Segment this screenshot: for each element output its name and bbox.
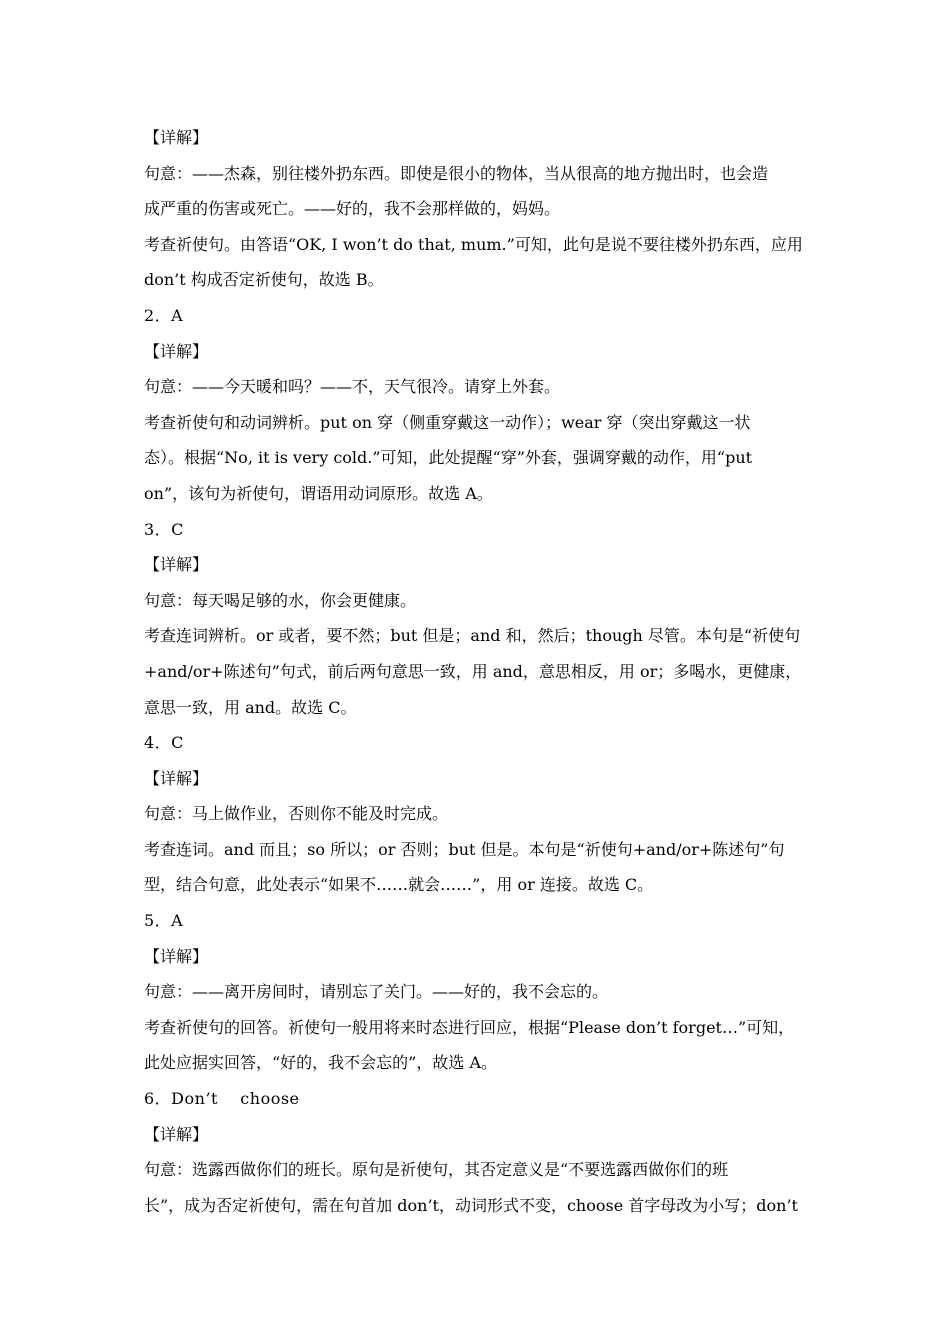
sentence-meaning-text: 句意：选露西做你们的班长。原句是祈使句，其否定意义是“不要选露西做你们的班 xyxy=(144,1160,729,1180)
detail-heading: 【详解】 xyxy=(144,946,209,966)
detail-heading: 【详解】 xyxy=(144,341,209,361)
explanation-text: 此处应据实回答，“好的，我不会忘的”，故选 A。 xyxy=(144,1053,498,1073)
sentence-meaning-text: 句意：每天喝足够的水，你会更健康。 xyxy=(144,590,417,610)
answer-number: 2．A xyxy=(144,305,184,325)
explanation-text: 考查祈使句。由答语“OK, I won’t do that, mum.”可知，此句是说不要往楼外扔东西，应用 xyxy=(144,234,803,254)
sentence-meaning-text: 句意：——杰森，别往楼外扔东西。即使是很小的物体，当从很高的地方抛出时，也会造 xyxy=(144,163,769,183)
answer-document xyxy=(144,120,810,1223)
explanation-text: 型，结合句意，此处表示“如果不……就会……”，用 or 连接。故选 C。 xyxy=(144,875,654,895)
detail-heading: 【详解】 xyxy=(144,555,209,575)
answer-number: 4．C xyxy=(144,733,184,753)
detail-heading: 【详解】 xyxy=(144,1124,209,1144)
explanation-text: on”，该句为祈使句，谓语用动词原形。故选 A。 xyxy=(144,483,493,503)
explanation-text: 意思一致，用 and。故选 C。 xyxy=(144,697,357,717)
sentence-meaning-text: 句意：马上做作业，否则你不能及时完成。 xyxy=(144,804,449,824)
explanation-text: don’t 构成否定祈使句，故选 B。 xyxy=(144,270,384,290)
detail-heading: 【详解】 xyxy=(144,128,209,147)
explanation-text: 态）。根据“No, it is very cold.”可知，此处提醒“穿”外套，强调穿戴的动作，用“put xyxy=(144,448,753,468)
explanation-text: 考查连词。and 而且；so 所以；or 否则；but 但是。本句是“祈使句+and/or+陈述句”句 xyxy=(144,839,785,859)
explanation-text: +and/or+陈述句”句式，前后两句意思一致，用 and，意思相反，用 or；多喝水，更健康， xyxy=(144,661,802,681)
explanation-text: 长”，成为否定祈使句，需在句首加 don’t，动词形式不变，choose 首字母改为小写；don’t xyxy=(144,1195,798,1215)
explanation-text: 考查连词辨析。or 或者，要不然；but 但是；and 和，然后；though 尽管。本句是“祈使句 xyxy=(144,626,801,646)
detail-heading: 【详解】 xyxy=(144,768,209,788)
sentence-meaning-text: 句意：——离开房间时，请别忘了关门。——好的，我不会忘的。 xyxy=(144,982,609,1002)
answer-number: 3．C xyxy=(144,519,184,539)
answer-number: 5．A xyxy=(144,911,184,931)
explanation-text: 考查祈使句和动词辨析。put on 穿（侧重穿戴这一动作）；wear 穿（突出穿戴这一状 xyxy=(144,412,751,432)
sentence-meaning-text: 句意：——今天暖和吗？——不，天气很冷。请穿上外套。 xyxy=(144,377,561,397)
answer-number: 6．Don’t choose xyxy=(144,1089,300,1109)
sentence-meaning-text: 成严重的伤害或死亡。——好的，我不会那样做的，妈妈。 xyxy=(144,199,561,219)
explanation-text: 考查祈使句的回答。祈使句一般用将来时态进行回应，根据“Please don’t forget…”可知， xyxy=(144,1017,795,1037)
